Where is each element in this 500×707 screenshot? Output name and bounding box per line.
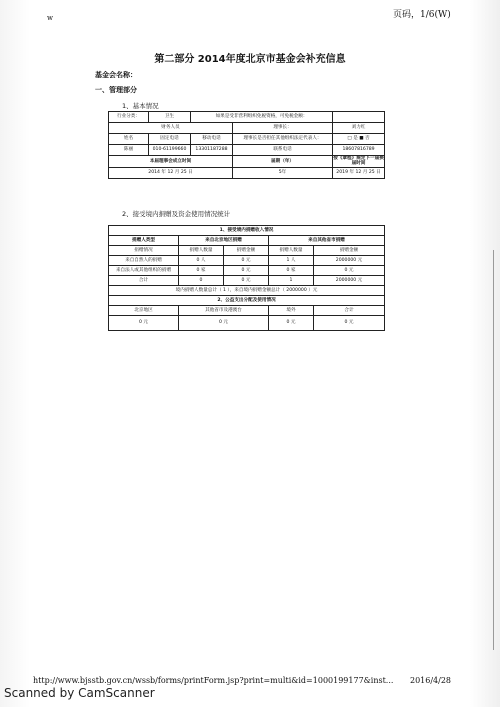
table-row [109,167,385,178]
table-cell: 0 元 [224,256,269,266]
table-cell: 陈丽 [109,145,149,156]
table-section-header: 2、公益支出分配及使用情况 [109,296,385,306]
table-cell: 1 [269,276,314,286]
table-cell: 1 人 [269,256,314,266]
table-cell: 如果是受非营利组织免税资格，可免税金额： [191,112,333,123]
subheading-donations: 2、接受境内捐赠及资金使用情况统计 [122,210,231,218]
table-row [109,236,385,246]
table-row [109,306,385,316]
table-row [109,134,385,145]
subheading-basic-info: 1、基本情况 [122,102,159,110]
table-row [109,256,385,266]
table-cell: 010-61199660 [149,145,191,156]
table-cell [333,112,385,123]
table-cell: 0 [179,276,224,286]
table-cell: 本届理事会成立时间 [109,156,233,168]
table-cell: 合计 [109,276,179,286]
table-cell: 北京地区 [109,306,179,316]
table-section-header: 1、接受境内捐赠收入情况 [109,226,385,236]
table-row [109,266,385,276]
table-cell: 移动电话 [191,134,233,145]
page-number: 页码，1/6(W) [393,10,451,20]
table-cell: 2014 年 12 月 25 日 [109,167,233,178]
table-cell: 5年 [233,167,333,178]
table-cell: 财务人员 [109,123,233,134]
table-cell: 0 元 [224,266,269,276]
table-cell: 来自北京地区捐赠 [179,236,269,246]
table-cell: 2000000 元 [314,256,385,266]
table-cell: 来自其他省市捐赠 [269,236,385,246]
table-cell: 2019 年 12 月 25 日 [333,167,385,178]
table-cell: 0 元 [314,316,385,331]
table-cell: 来自自然人的捐赠 [109,256,179,266]
page-title: 第二部分 2014年度北京市基金会补充信息 [154,54,346,65]
table-cell: 合计 [314,306,385,316]
table-row [109,156,385,168]
table-cell: 0 元 [224,276,269,286]
table-cell: 0 家 [269,266,314,276]
table-cell: 捐赠人数量 [179,246,224,256]
table-cell: 0 元 [109,316,179,331]
table-cell: 境外 [269,306,314,316]
table-row [109,296,385,306]
table-cell: 卫生 [149,112,191,123]
table-row [109,316,385,331]
footer-url: http://www.bjsstb.gov.cn/wssb/forms/printForm.jsp?print=multi&id=1000199177&inst... [33,676,394,685]
table-row [109,112,385,123]
table-cell: 姓名 [109,134,149,145]
table-row [109,246,385,256]
table-cell: 0 元 [179,316,269,331]
table-cell: 2000000 元 [314,276,385,286]
table-cell: 理事长： [233,123,333,134]
table-cell: 固定电话 [149,134,191,145]
table-cell: 其他省市及港澳台 [179,306,269,316]
scanner-watermark: Scanned by CamScanner [4,686,155,700]
table-cell: 0 元 [314,266,385,276]
foundation-name-label: 基金会名称： [95,71,137,79]
table-cell: 13301187288 [191,145,233,156]
scan-edge-line [493,250,494,650]
basic-info-table [108,111,385,179]
table-cell: 0 元 [269,316,314,331]
table-cell: 来自法人或其他组织的捐赠 [109,266,179,276]
table-cell: 18607816789 [333,145,385,156]
table-row [109,226,385,236]
table-row [109,123,385,134]
table-cell: 0 家 [179,266,224,276]
donation-table [108,225,385,331]
table-cell: 按《章程》规定下一届换届时间 [333,156,384,167]
table-cell: 捐赠金额 [314,246,385,256]
corner-mark: w [47,14,53,22]
table-cell: 捐赠金额 [224,246,269,256]
table-cell: 理事长是否担任其他组织法定代表人： [233,134,333,145]
table-row [109,145,385,156]
table-cell: 捐赠人数量 [269,246,314,256]
table-cell: 捐赠情况 [109,246,179,256]
table-cell: 联系电话 [233,145,333,156]
table-cell: 捐赠人类型 [109,236,179,246]
table-cell: 届期（年） [233,156,333,168]
table-cell: 行业分类： [109,112,149,123]
footer-date: 2016/4/28 [410,676,452,685]
section-heading-management: 一、管理部分 [95,86,137,94]
table-cell: 刘力红 [333,123,385,134]
table-cell: 0 人 [179,256,224,266]
donation-summary: 境内捐赠人数量总计（ 1 ），来自境内捐赠金额总计（ 2000000 ）元 [109,286,385,296]
table-row [109,286,385,296]
table-cell: □ 是 ■ 否 [333,134,385,145]
table-row [109,276,385,286]
